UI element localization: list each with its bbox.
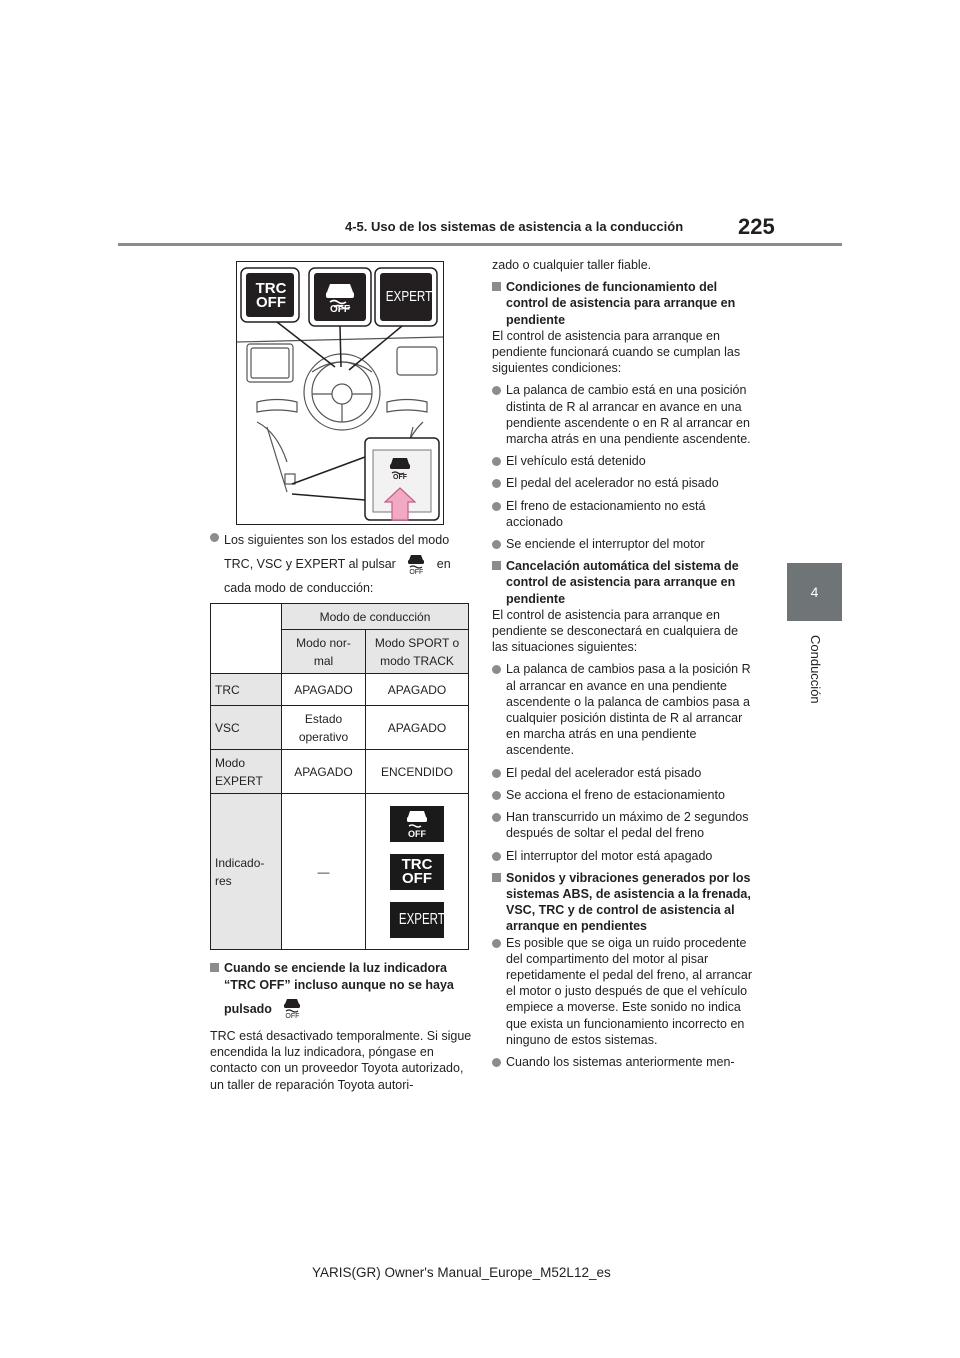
intro-line-3: cada modo de conducción: [224, 581, 374, 595]
table-row [211, 794, 469, 950]
row-vsc-normal-line1: Estado [304, 711, 343, 726]
col-sport-line2: modo TRACK [380, 653, 454, 668]
table-row [211, 706, 469, 750]
ind-expert-label: EXPERT [398, 910, 445, 928]
ind-trc-line1: TRC [401, 855, 433, 873]
list-item: Se enciende el interruptor del motor [492, 536, 754, 552]
intro-line-2a: TRC, VSC y EXPERT al pulsar [224, 557, 396, 571]
row-vsc-normal [282, 706, 366, 750]
inline-icon-off-label-2: OFF [285, 1012, 300, 1020]
intro-bullet [210, 529, 472, 599]
row-trc-label: TRC [211, 674, 282, 706]
dashboard-illustration [236, 261, 444, 525]
continuation-text: zado o cualquier taller fiable. [492, 258, 652, 272]
square1-line1: Cuando se enciende la luz indicadora [224, 961, 447, 975]
row-trc-sport: APAGADO [366, 674, 469, 706]
square-heading-sounds: Sonidos y vibraciones generados por los sistemas ABS, de asistencia a la frenada, VSC, TRC y de control de asistencia al arranque en pendientes [492, 870, 754, 935]
list-item: La palanca de cambio está en una posición distinta de R al arrancar en avance en una pendiente ascendente o en R al arrancar en marcha atrás en una pendiente ascendente. [492, 382, 754, 447]
row-indicators-label [211, 794, 282, 950]
chapter-label-text: Conducción [808, 635, 823, 704]
switch-off-label: OFF [393, 474, 407, 481]
intro-line-2 [224, 551, 472, 577]
list-item: Es posible que se oiga un ruido procedente del compartimento del motor al pisar repetidamente el pedal del freno, al arrancar el motor o justo después de que el vehículo empiece a moverse. Este sonido no indica que exista un funcionamiento incorrecto en ninguno de estos sistemas. [492, 935, 754, 1048]
square-heading-auto-cancel: Cancelación automática del sistema de control de asistencia para arranque en pendiente [492, 558, 754, 607]
row-indicators-normal: — [282, 794, 366, 950]
indicators-label-line1: Indicado- [215, 855, 265, 870]
intro-line-1: Los siguientes son los estados del modo [224, 533, 450, 547]
col-normal-line2: mal [313, 653, 334, 668]
table-header-group: Modo de conducción [282, 604, 469, 630]
ind-vsc-off-label: OFF [408, 828, 426, 839]
row-trc-normal: APAGADO [282, 674, 366, 706]
vsc-off-switch-icon [279, 997, 305, 1023]
page-number: 225 [738, 214, 775, 239]
left-lower [210, 960, 472, 1093]
row-expert-sport: ENCENDIDO [366, 750, 469, 794]
row-expert-label [211, 750, 282, 794]
mode-table [210, 603, 469, 950]
table-col-sport [366, 630, 469, 674]
square1-line3: pulsado [224, 1002, 272, 1016]
table-corner [211, 604, 282, 674]
col-normal-line1: Modo nor- [296, 635, 351, 650]
callout-trc-line1: TRC [255, 280, 287, 297]
footer-text: YARIS(GR) Owner's Manual_Europe_M52L12_es [312, 1265, 611, 1280]
list-item: Han transcurrido un máximo de 2 segundos después de soltar el pedal del freno [492, 809, 754, 841]
table-row [211, 674, 469, 706]
chapter-label [790, 635, 840, 715]
col-sport-line1: Modo SPORT o [374, 635, 460, 650]
row-vsc-sport: APAGADO [366, 706, 469, 750]
row-expert-label-line1: Modo [215, 755, 246, 770]
expert-icon: EXPERT [385, 288, 433, 305]
list-item: Cuando los sistemas anteriormente men- [492, 1054, 754, 1070]
table-col-normal [282, 630, 366, 674]
row-expert-label-line2: EXPERT [215, 773, 263, 788]
trc-off-paragraph: TRC está desactivado temporalmente. Si sigue encendida la luz indicadora, póngase en contacto con un proveedor Toyota autorizado, un taller de reparación Toyota autori- [210, 1029, 472, 1092]
row-vsc-normal-line2: operativo [298, 729, 349, 744]
hill-start-paragraph: El control de asistencia para arranque en pendiente funcionará cuando se cumplan las siguientes condiciones: [492, 328, 741, 376]
ind-trc-line2: OFF [402, 869, 432, 887]
list-item: El vehículo está detenido [492, 453, 754, 469]
square-heading-trc-off [210, 960, 472, 1024]
inline-icon-off-label: OFF [409, 568, 424, 576]
right-column [492, 257, 754, 1070]
chapter-tab: 4 [787, 563, 842, 621]
list-item: El freno de estacionamiento no está accionado [492, 498, 754, 530]
intro-line-2b: en [436, 557, 451, 571]
expert-icon [390, 902, 444, 938]
vsc-off-switch-icon [403, 553, 429, 577]
indicators-label-line2: res [215, 873, 232, 888]
left-column [210, 529, 472, 599]
table-row [211, 750, 469, 794]
list-item: El pedal del acelerador no está pisado [492, 475, 754, 491]
square1-line3-wrap [224, 994, 472, 1024]
list-item: El interruptor del motor está apagado [492, 848, 754, 864]
row-vsc-label: VSC [211, 706, 282, 750]
trc-off-icon [390, 854, 444, 890]
row-expert-normal: APAGADO [282, 750, 366, 794]
auto-cancel-paragraph: El control de asistencia para arranque en pendiente se desconectará en cualquiera de las situaciones siguientes: [492, 607, 739, 655]
skid-car-off-icon [390, 806, 444, 842]
square1-line2: “TRC OFF” incluso aunque no se haya [224, 978, 454, 992]
callout-vsc-off-label: OFF [330, 304, 350, 315]
header-rule [118, 243, 842, 246]
list-item: Se acciona el freno de estacionamiento [492, 787, 754, 803]
row-indicators-sport [366, 794, 469, 950]
section-title: 4-5. Uso de los sistemas de asistencia a la conducción [345, 219, 684, 234]
list-item: La palanca de cambios pasa a la posición R al arrancar en avance en una pendiente ascendente o la palanca de cambios pasa a cualquier posición distinta de R al arrancar en marcha atrás en una pendiente ascendente. [492, 661, 754, 758]
callout-trc-line2: OFF [256, 294, 286, 311]
list-item: El pedal del acelerador está pisado [492, 765, 754, 781]
square-heading-hill-start: Condiciones de funcionamiento del control de asistencia para arranque en pendiente [492, 279, 754, 328]
